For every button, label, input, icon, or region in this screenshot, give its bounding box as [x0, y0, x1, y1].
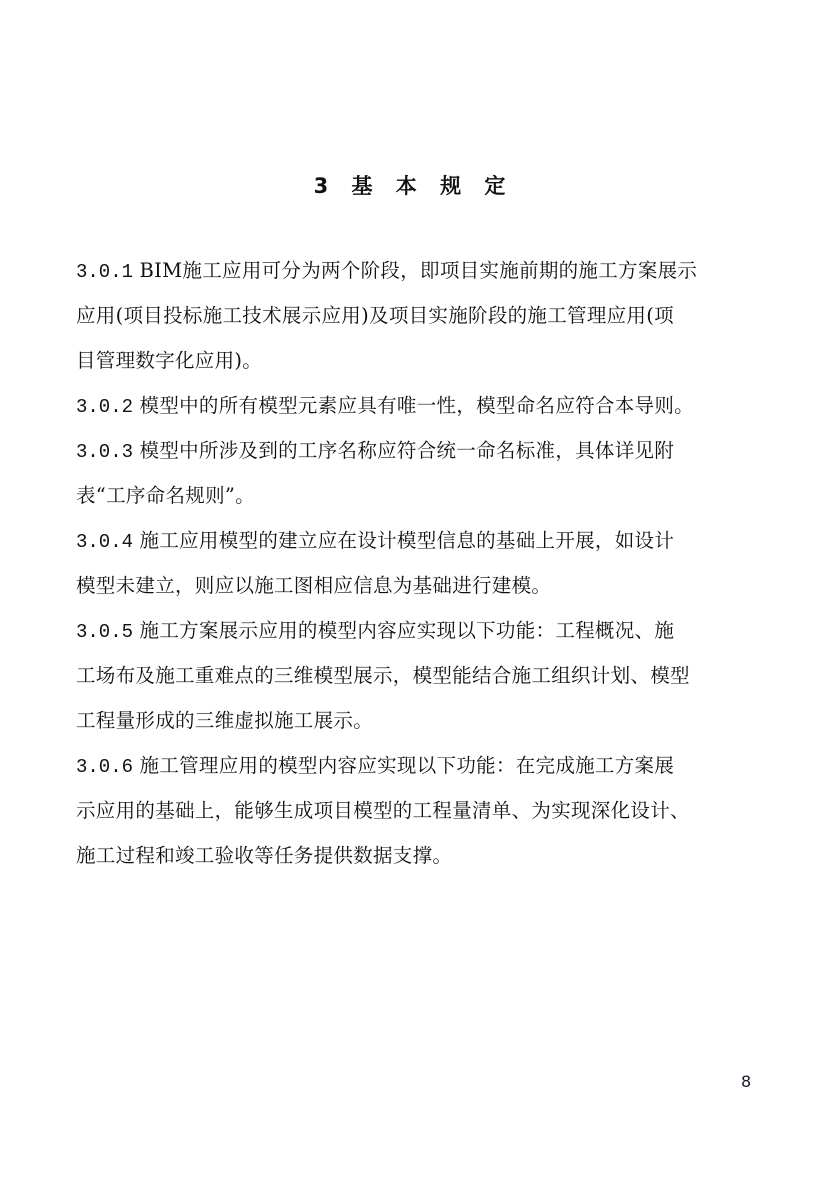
text-line [76, 473, 756, 518]
clause-text: 工场布及施工重难点的三维模型展示，模型能结合施工组织计划、模型 [76, 664, 690, 687]
clause-number: 3.0.4 [76, 531, 134, 553]
document-body [76, 248, 756, 878]
clause-text: 工程量形成的三维虚拟施工展示。 [76, 709, 374, 732]
text-line [76, 563, 756, 608]
text-line [76, 338, 756, 383]
clause-number: 3.0.2 [76, 396, 134, 418]
clause-number: 3.0.1 [76, 261, 134, 283]
text-line [76, 383, 756, 428]
text-line [76, 788, 756, 833]
clause-text: 施工应用模型的建立应在设计模型信息的基础上开展，如设计 [133, 529, 675, 552]
clause-number: 3.0.3 [76, 441, 134, 463]
text-line [76, 293, 756, 338]
chapter-title: 3 基 本 规 定 [313, 174, 514, 198]
clause-text: 目管理数字化应用)。 [76, 349, 263, 372]
text-line [76, 743, 756, 788]
clause-number: 3.0.6 [76, 756, 134, 778]
text-line [76, 653, 756, 698]
text-line [76, 698, 756, 743]
clause-text: 施工过程和竣工验收等任务提供数据支撑。 [76, 844, 453, 867]
clause-text: 应用(项目投标施工技术展示应用)及项目实施阶段的施工管理应用(项 [76, 304, 674, 327]
clause-text: 施工方案展示应用的模型内容应实现以下功能：工程概况、施 [133, 619, 675, 642]
clause-text: BIM施工应用可分为两个阶段，即项目实施前期的施工方案展示 [133, 259, 698, 282]
text-line [76, 608, 756, 653]
text-line [76, 248, 756, 293]
text-line [76, 833, 756, 878]
page-number: 8 [741, 1072, 752, 1091]
clause-text: 示应用的基础上，能够生成项目模型的工程量清单、为实现深化设计、 [76, 799, 690, 822]
text-line [76, 518, 756, 563]
clause-text: 模型未建立，则应以施工图相应信息为基础进行建模。 [76, 574, 552, 597]
clause-text: 模型中的所有模型元素应具有唯一性，模型命名应符合本导则。 [133, 394, 694, 417]
text-line [76, 428, 756, 473]
clause-text: 模型中所涉及到的工序名称应符合统一命名标准，具体详见附 [133, 439, 675, 462]
clause-text: 施工管理应用的模型内容应实现以下功能：在完成施工方案展 [133, 754, 675, 777]
clause-number: 3.0.5 [76, 621, 134, 643]
clause-text: 表“工序命名规则”。 [76, 484, 255, 507]
